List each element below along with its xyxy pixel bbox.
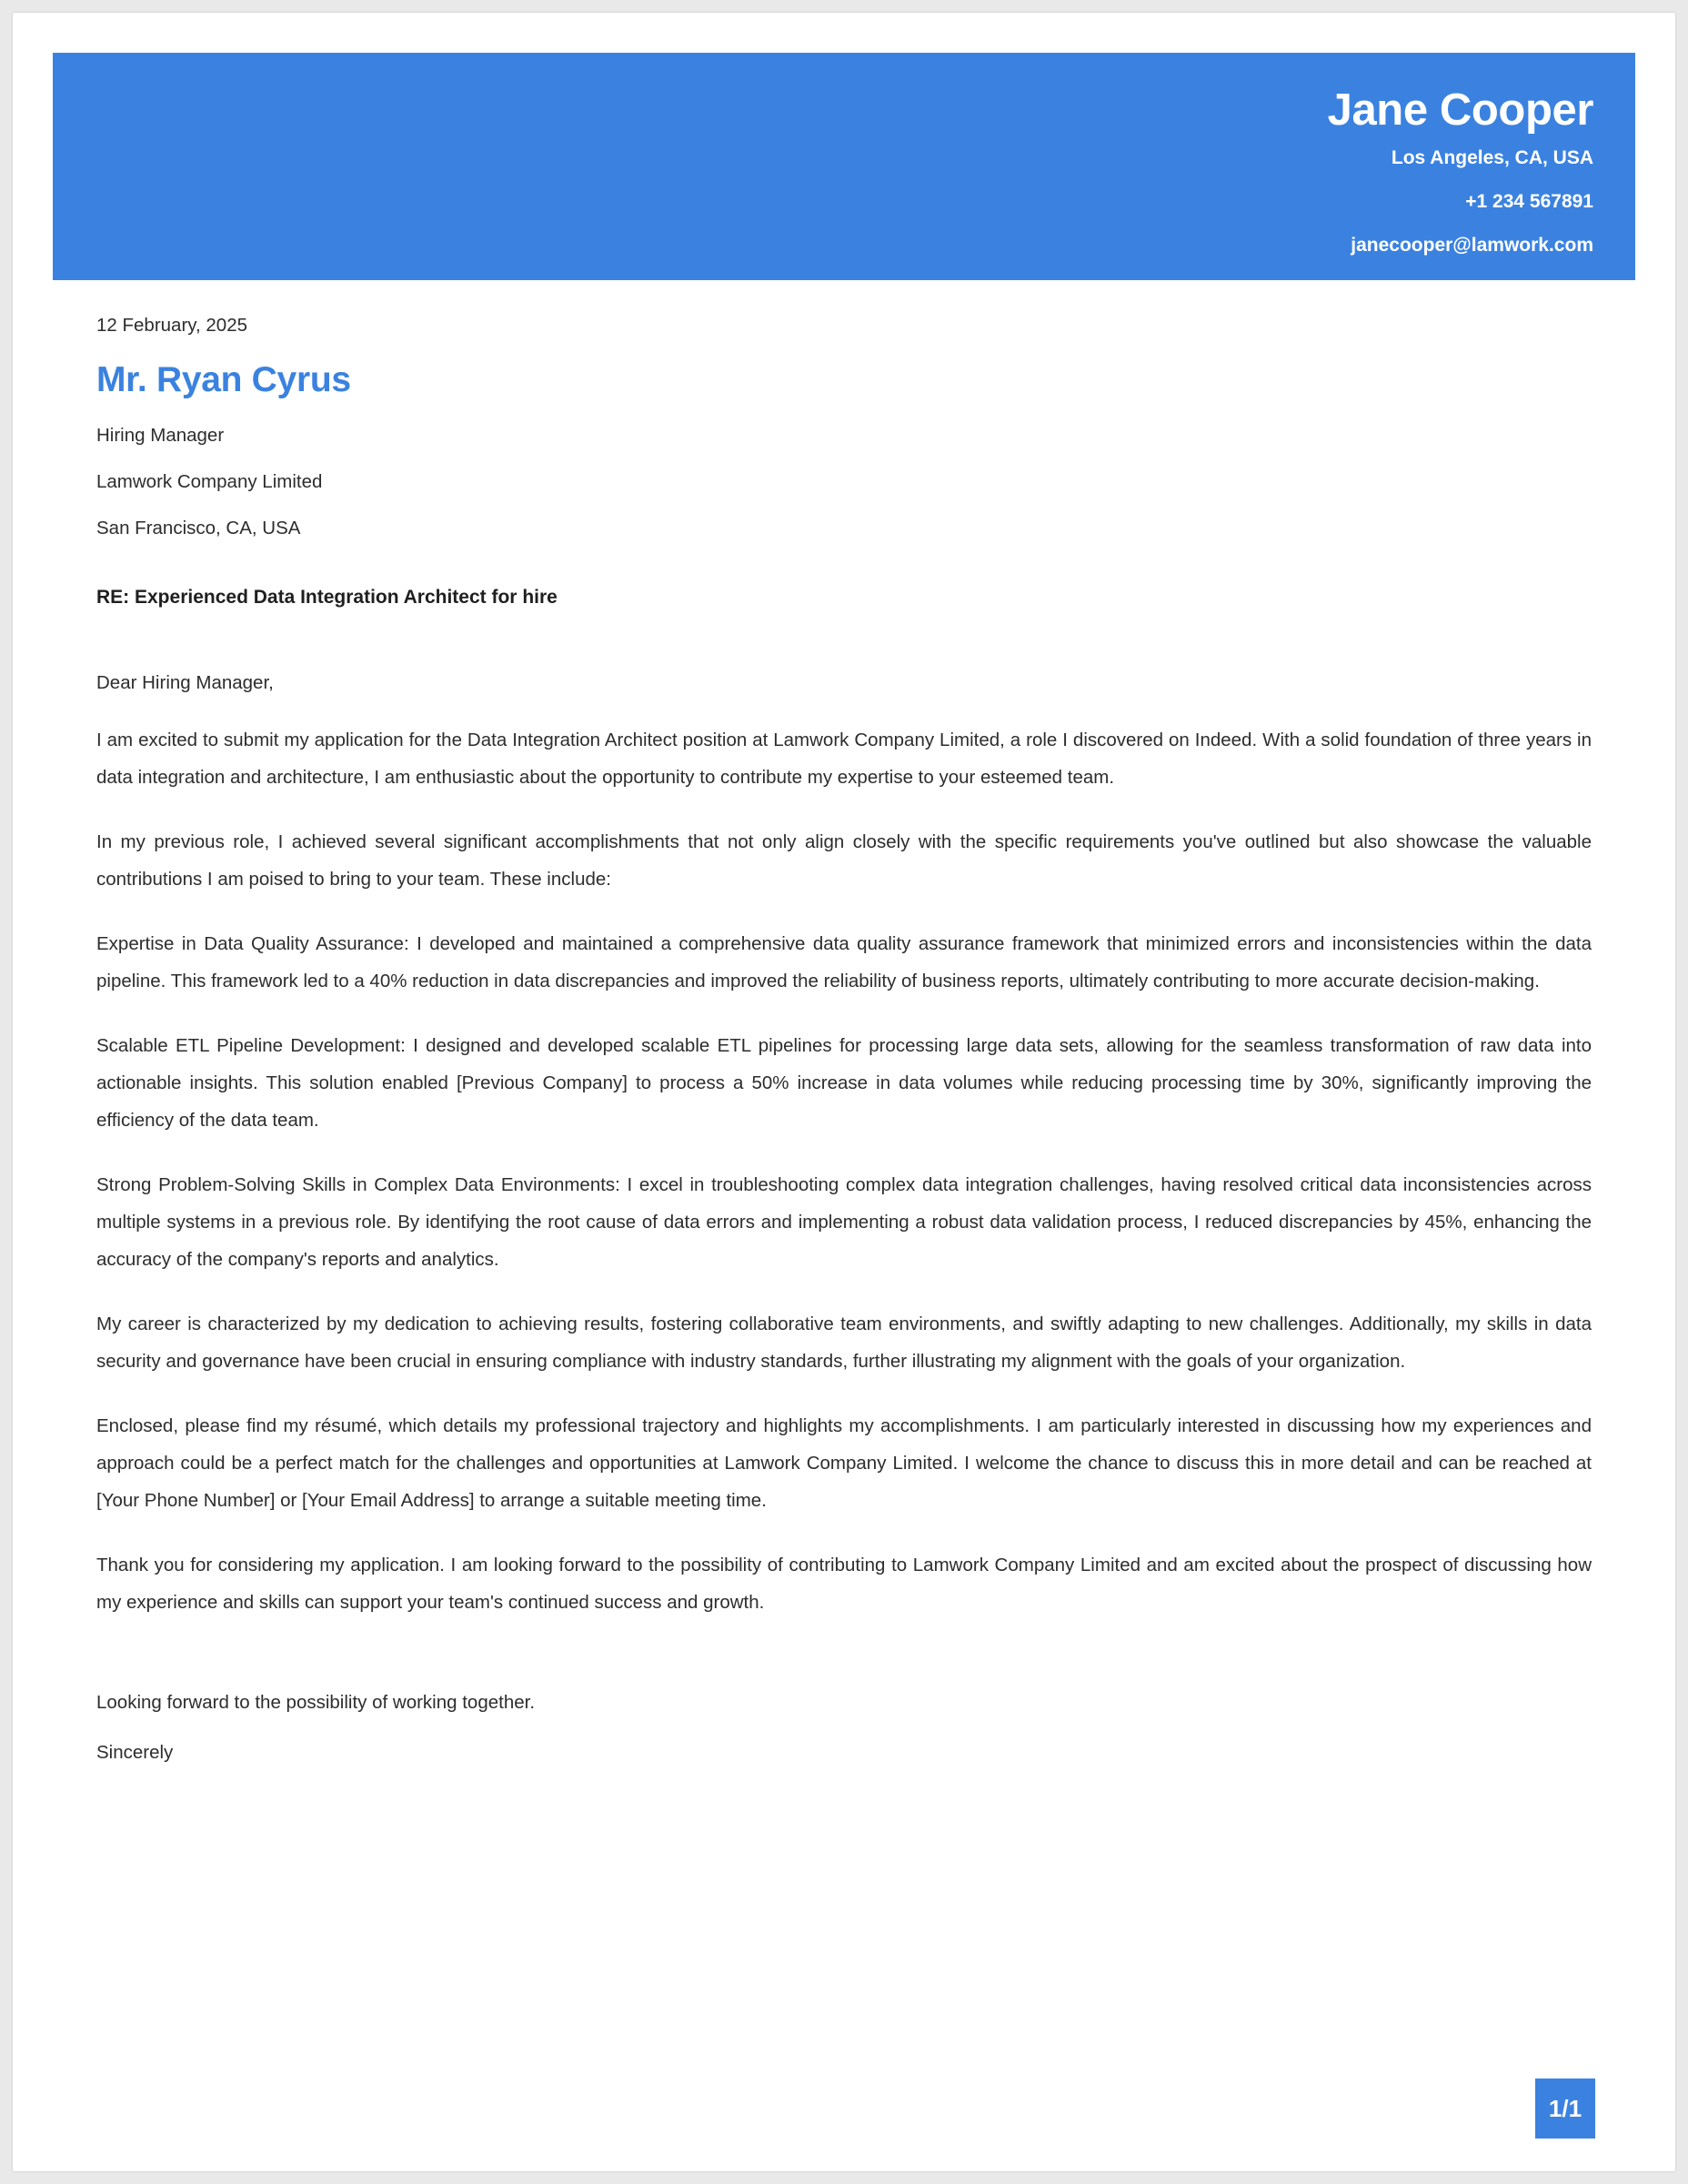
document-page [13,13,1675,2171]
body-paragraph: Expertise in Data Quality Assurance: I developed and maintained a comprehensive data quality assurance framework that minimized errors and inconsistencies within the data pipeline. This framework led to a 40% reduction in data discrepancies and improved the reliability of business reports, ultimately contributing to more accurate decision-making. [96,933,1592,991]
closing-block [96,1694,1592,1762]
recipient-company: Lamwork Company Limited [96,471,323,492]
salutation: Dear Hiring Manager, [96,672,274,693]
body-paragraph: My career is characterized by my dedication to achieving results, fostering collaborative team environments, and swiftly adapting to new challenges. Additionally, my skills in data security and governance have been crucial in ensuring compliance with industry standards, further illustrating my alignment with the goals of your organization. [96,1313,1592,1372]
candidate-name: Jane Cooper [1327,86,1593,135]
signoff: Sincerely [96,1741,174,1763]
page-indicator-badge [1535,2078,1595,2139]
recipient-name: Mr. Ryan Cyrus [96,360,351,399]
body-paragraph: Strong Problem-Solving Skills in Complex Data Environments: I excel in troubleshooting complex data integration challenges, having resolved critical data inconsistencies across multiple systems in a previous role. By identifying the root cause of data errors and implementing a robust data validation process, I reduced discrepancies by 45%, enhancing the accuracy of the company's reports and analytics. [96,1174,1592,1270]
page-indicator-label: 1/1 [1548,2094,1582,2122]
letter-date: 12 February, 2025 [96,315,248,336]
recipient-title: Hiring Manager [96,425,225,446]
letter-body [53,315,1635,1762]
subject-line: RE: Experienced Data Integration Architect for hire [96,587,558,608]
candidate-location: Los Angeles, CA, USA [1391,146,1593,168]
body-paragraph: I am excited to submit my application for the Data Integration Architect position at Lamwork Company Limited, a role I discovered on Indeed. With a solid foundation of three years in data integration and architecture, I am enthusiastic about the opportunity to contribute my expertise to your esteemed team. [96,730,1592,788]
body-paragraph: Thank you for considering my application. I am looking forward to the possibility of contributing to Lamwork Company Limited and am excited about the prospect of discussing how my experience and skills can support your team's continued success and growth. [96,1555,1592,1613]
recipient-location: San Francisco, CA, USA [96,518,301,538]
body-paragraph: Scalable ETL Pipeline Development: I designed and developed scalable ETL pipelines for processing large data sets, allowing for the seamless transformation of raw data into actionable insights. This solution enabled [Previous Company] to process a 50% increase in data volumes while reducing processing time by 30%, significantly improving the efficiency of the data team. [96,1035,1592,1131]
body-paragraph: Enclosed, please find my résumé, which details my professional trajectory and highlights my accomplishments. I am particularly interested in discussing how my experiences and approach could be a perfect match for the challenges and opportunities at Lamwork Company Limited. I welcome the chance to discuss this in more detail and can be reached at [Your Phone Number] or [Your Email Address] to arrange a suitable meeting time. [96,1415,1592,1511]
closing-line: Looking forward to the possibility of working together. [96,1692,536,1713]
letter-header-banner [53,53,1635,280]
body-paragraph: In my previous role, I achieved several significant accomplishments that not only align closely with the specific requirements you've outlined but also showcase the valuable contributions I am poised to bring to your team. These include: [96,831,1592,890]
page-sheet [53,53,1635,2171]
candidate-email: janecooper@lamwork.com [1351,234,1593,256]
candidate-phone: +1 234 567891 [1465,190,1593,212]
